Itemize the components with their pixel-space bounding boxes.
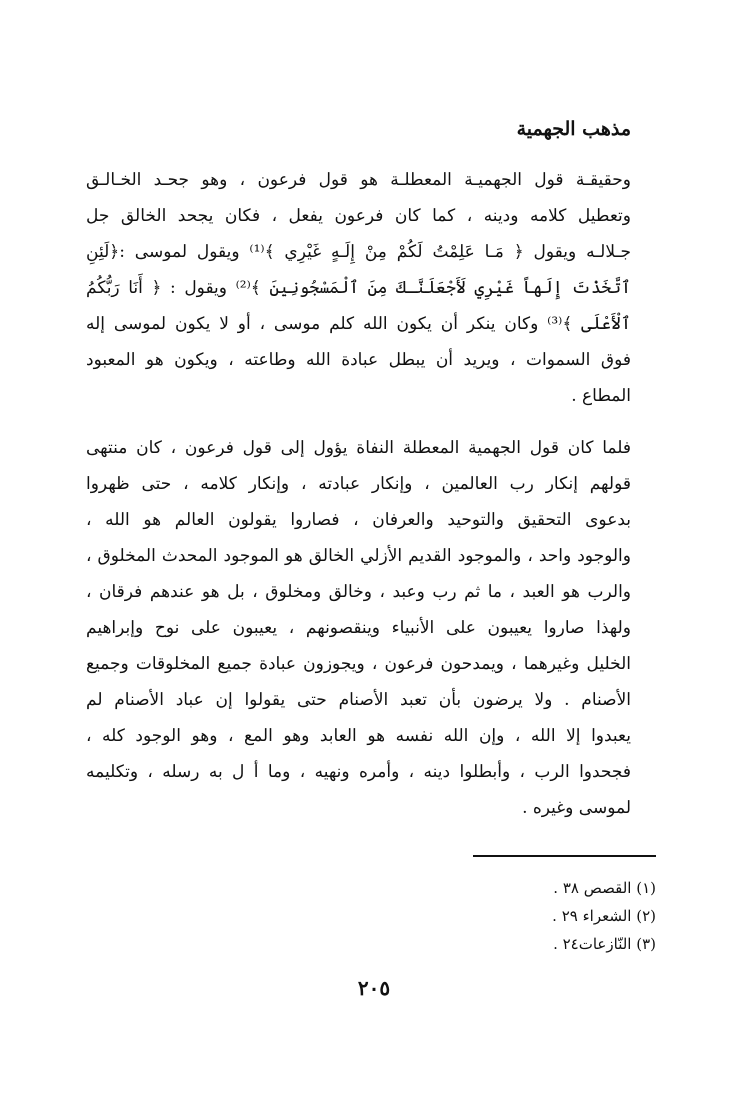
text-line: والوجود واحد ، والموجود القديم الأزلي الخالق هو الموجود المحدث المخلوق ،: [86, 546, 631, 566]
text-line: فلما كان قول الجهمية المعطلة النفاة يؤول إلى قول فرعون ، كان منتهى: [86, 438, 631, 458]
footnote-3: (٣) النّازعات٢٤ .: [553, 935, 656, 953]
footnote-2: (٢) الشعراء ٢٩ .: [552, 907, 656, 925]
text-line: ٱتَّخَذْتَ إِلَهاً غَيْرِي لَأَجْعَلَنَّـكَ مِنَ ٱلْمَسْجُونِينَ ﴾⁽²⁾ ويقول : ﴿ أَنَا رَبُّكُمُ: [86, 278, 632, 298]
text-line: لموسى وغيره .: [522, 798, 631, 818]
page-number: ٢٠٥: [357, 976, 391, 1000]
footnotes: [552, 874, 656, 958]
text-line: فوق السموات ، ويريد أن يبطل عبادة الله وطاعته ، ويكون هو المعبود: [86, 350, 631, 370]
text-line: المطاع .: [571, 386, 631, 406]
text-line: ولهذا صاروا يعيبون على الأنبياء وينقصونهم ، يعيبون على نوح وإبراهيم: [86, 618, 631, 638]
paragraph-2: [86, 430, 631, 826]
footnote-divider: [473, 855, 656, 857]
text-line: فجحدوا الرب ، وأبطلوا دينه ، وأمره ونهيه ، وما أ ل به رسله ، وتكليمه: [86, 762, 631, 782]
text-line: وتعطيل كلامه ودينه ، كما كان فرعون يفعل ، فكان يجحد الخالق جل: [86, 206, 631, 226]
text-line: يعبدوا إلا الله ، وإن الله نفسه هو العابد وهو المع ، وهو الوجود كله ،: [86, 726, 631, 746]
paragraph-1: [86, 162, 631, 414]
text-line: جـلالـه ويقول ﴿ مَـا عَلِمْتُ لَكُمْ مِنْ إِلَـهٍ غَيْرِي ﴾⁽¹⁾ ويقول لموسى :﴿لَئِنِ: [86, 242, 631, 262]
footnote-1: (١) القصص ٣٨ .: [553, 879, 656, 897]
text-line: بدعوى التحقيق والتوحيد والعرفان ، فصاروا يقولون العالم هو الله ،: [86, 510, 631, 530]
text-line: قولهم إنكار رب العالمين ، وإنكار عبادته ، وإنكار كلامه ، حتى ظهروا: [86, 474, 631, 494]
text-line: الأصنام . ولا يرضون بأن تعبد الأصنام حتى يقولوا إن عباد الأصنام لم: [86, 690, 631, 710]
text-line: وحقيقـة قول الجهميـة المعطلـة هو قول فرعون ، وهو جحـد الخـالـق: [86, 170, 631, 190]
text-line: الخليل وغيرهما ، ويمدحون فرعون ، ويجوزون عبادة جميع المخلوقات وجميع: [86, 654, 631, 674]
text-line: ٱلْأَعْلَى ﴾⁽³⁾ وكان ينكر أن يكون الله كلم موسى ، أو لا يكون لموسى إله: [86, 314, 631, 334]
section-heading: مذهب الجهمية: [516, 118, 631, 140]
text-line: والرب هو العبد ، ما ثم رب وعبد ، وخالق ومخلوق ، بل هو عندهم فرقان ،: [86, 582, 631, 602]
